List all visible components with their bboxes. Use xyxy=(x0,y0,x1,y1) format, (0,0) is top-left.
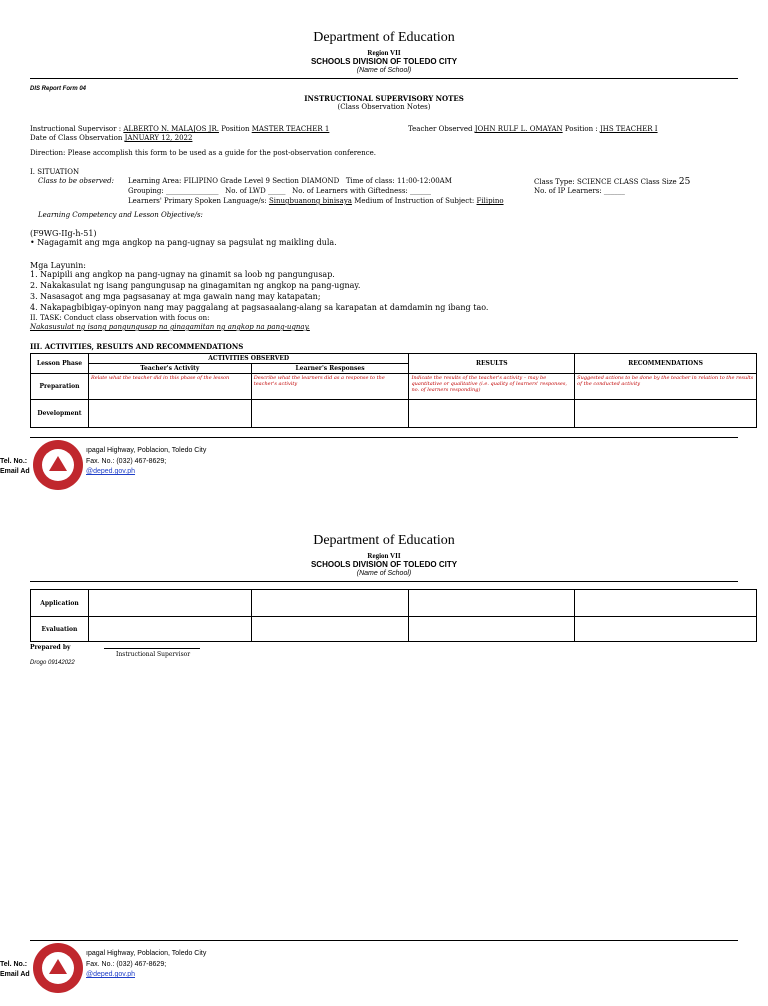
time-value: 11:00-12:00AM xyxy=(396,177,452,185)
teacher-cell[interactable] xyxy=(88,400,251,428)
spoken-label: Learners' Primary Spoken Language/s: xyxy=(128,197,267,205)
learning-area-label: Learning Area: xyxy=(128,177,182,185)
footer-email-label: Email Ad xyxy=(0,468,30,475)
footer-fax-page2: Fax. No.: (032) 467-8629; xyxy=(86,961,167,968)
competency-text: • Nagagamit ang mga angkop na pang-ugnay sa pagsulat ng maikling dula. xyxy=(30,238,337,247)
phase-cell: Development xyxy=(31,400,89,428)
col-phase: Lesson Phase xyxy=(31,354,89,374)
grade-level-label: Grade Level xyxy=(220,177,264,185)
table-row xyxy=(31,374,757,400)
teacher-position-label: Position : xyxy=(564,125,598,133)
teacher-cell[interactable] xyxy=(88,590,251,617)
lwd-value: _____ xyxy=(267,187,286,195)
situation-heading: I. SITUATION xyxy=(30,168,80,176)
lwd-label: No. of LWD xyxy=(225,187,266,195)
direction-text: Direction: Please accomplish this form to be used as a guide for the post-observation conference. xyxy=(30,149,376,157)
objective-4: 4. Nakapagbibigay-opinyon nang may paggalang at pagsasaalang-alang sa karapatan at damdamin ng ibang tao. xyxy=(30,303,489,312)
task-heading: II. TASK: Conduct class observation with focus on: xyxy=(30,314,210,322)
col-recommendations: RECOMMENDATIONS xyxy=(575,354,757,374)
header-rule xyxy=(30,78,738,79)
spoken-value: Sinugbuanong binisaya xyxy=(268,197,352,205)
phase-cell: Evaluation xyxy=(31,617,89,642)
teacher-position-value: JHS TEACHER I xyxy=(599,125,658,133)
supervisor-value: ALBERTO N. MALAJOS JR. xyxy=(123,125,219,133)
header-school-page2: (Name of School) xyxy=(356,570,412,577)
grouping-value: _______________ xyxy=(165,187,219,195)
footer-email-link-page2[interactable]: @deped.gov.ph xyxy=(86,971,136,978)
observation-table-page2 xyxy=(30,589,757,642)
supervisor-label: Instructional Supervisor : xyxy=(30,125,122,133)
grade-level-value: 9 xyxy=(265,177,270,185)
medium-value: Filipino xyxy=(476,197,504,205)
recommendations-cell[interactable] xyxy=(575,617,757,642)
phase-cell: Application xyxy=(31,590,89,617)
observation-table xyxy=(30,353,757,428)
footer-email-link[interactable]: @deped.gov.ph xyxy=(86,468,136,475)
position-value: MASTER TEACHER 1 xyxy=(251,125,330,133)
footer-rule xyxy=(30,437,738,438)
supervisor-caption: Instructional Supervisor xyxy=(116,651,191,658)
date-label: Date of Class Observation xyxy=(30,134,123,142)
class-type-label: Class Type: xyxy=(534,178,575,186)
results-cell[interactable] xyxy=(409,617,575,642)
prepared-by-label: Prepared by xyxy=(30,644,71,651)
footer-address-page2: ıpagal Highway, Poblacion, Toledo City xyxy=(86,950,207,957)
header-title: Department of Education xyxy=(313,30,455,45)
teacher-line xyxy=(408,125,658,133)
deped-seal-icon xyxy=(33,943,83,993)
learner-cell[interactable] xyxy=(251,590,409,617)
objective-2: 2. Nakakasulat ng isang pangungusap na ginagamitan ng angkop na pang-ugnay. xyxy=(30,281,361,290)
giftedness-label: No. of Learners with Giftedness: xyxy=(292,187,408,195)
language-line xyxy=(128,197,504,205)
form-code: DIS Report Form 04 xyxy=(30,86,87,92)
form-subtitle: (Class Observation Notes) xyxy=(337,103,431,111)
results-cell[interactable]: Indicate the results of the teacher's activity – may be quantitative or qualitative (i.e. quality of learners' responses, no. of learners responding) xyxy=(409,374,575,400)
competency-code: (F9WG-IIg-h-51) xyxy=(30,229,97,238)
recommendations-cell[interactable] xyxy=(575,590,757,617)
col-activities: ACTIVITIES OBSERVED xyxy=(88,354,408,364)
grouping-label: Grouping: xyxy=(128,187,164,195)
date-line xyxy=(30,134,192,142)
ip-value: ______ xyxy=(603,187,625,195)
section-label: Section xyxy=(272,177,299,185)
header-division-page2: SCHOOLS DIVISION OF TOLEDO CITY xyxy=(310,560,458,569)
results-cell[interactable] xyxy=(409,400,575,428)
form-title: INSTRUCTIONAL SUPERVISORY NOTES xyxy=(304,94,464,103)
footer-rule-page2 xyxy=(30,940,738,941)
objective-1: 1. Napipili ang angkop na pang-ugnay na ginamit sa loob ng pangungusap. xyxy=(30,270,335,279)
signature-line xyxy=(104,648,200,649)
col-results: RESULTS xyxy=(409,354,575,374)
grouping-line xyxy=(128,187,431,195)
footer-address: ıpagal Highway, Poblacion, Toledo City xyxy=(86,447,207,454)
recommendations-cell[interactable] xyxy=(575,400,757,428)
header-division: SCHOOLS DIVISION OF TOLEDO CITY xyxy=(310,57,458,66)
table-row xyxy=(31,400,757,428)
footer-tel-label-page2: Tel. No.: xyxy=(0,961,28,968)
learner-cell[interactable]: Describe what the learners did as a response to the teacher's activity xyxy=(251,374,409,400)
form-date: Drogo 09142022 xyxy=(30,660,75,666)
footer-tel-label: Tel. No.: xyxy=(0,458,28,465)
activities-heading: III. ACTIVITIES, RESULTS AND RECOMMENDATIONS xyxy=(30,342,244,351)
class-type-line xyxy=(534,177,690,187)
class-info-line xyxy=(128,177,452,185)
competency-label: Learning Competency and Lesson Objective/s: xyxy=(38,211,203,219)
col-learner: Learner's Responses xyxy=(251,364,409,374)
section-value: DIAMOND xyxy=(301,177,340,185)
header-school: (Name of School) xyxy=(356,67,412,74)
date-value: JANUARY 12, 2022 xyxy=(124,134,193,142)
class-observed-label: Class to be observed: xyxy=(38,177,114,185)
teacher-label: Teacher Observed xyxy=(408,125,473,133)
footer-email-label-page2: Email Ad xyxy=(0,971,30,978)
header-region: Region VII xyxy=(367,49,401,57)
learning-area-value: FILIPINO xyxy=(183,177,218,185)
medium-label: Medium of Instruction of Subject: xyxy=(354,197,475,205)
objective-3: 3. Nasasagot ang mga pagsasanay at mga gawain nang may katapatan; xyxy=(30,292,321,301)
position-label: Position xyxy=(221,125,250,133)
ip-line xyxy=(534,187,625,195)
learner-cell[interactable] xyxy=(251,617,409,642)
task-focus: Nakasusulat ng isang pangungusap na ginagamitan ng angkop na pang-ugnay. xyxy=(30,323,310,331)
teacher-value: JOHN RULF L. OMAYAN xyxy=(474,125,563,133)
footer-fax: Fax. No.: (032) 467-8629; xyxy=(86,458,167,465)
giftedness-value: ______ xyxy=(410,187,432,195)
class-size-label: Class Size xyxy=(640,178,677,186)
objectives-label: Mga Layunin: xyxy=(30,261,86,270)
class-size-value: 25 xyxy=(678,177,691,187)
table-row xyxy=(31,590,757,617)
deped-seal-icon xyxy=(33,440,83,490)
recommendations-cell[interactable]: Suggested actions to be done by the teacher in relation to the results of the conducted activity xyxy=(575,374,757,400)
header-title-page2: Department of Education xyxy=(313,533,455,548)
learner-cell[interactable] xyxy=(251,400,409,428)
header-region-page2: Region VII xyxy=(367,552,401,560)
header-rule-page2 xyxy=(30,581,738,582)
time-label: Time of class: xyxy=(345,177,395,185)
teacher-cell[interactable]: Relate what the teacher did in this phase of the lesson xyxy=(88,374,251,400)
phase-cell: Preparation xyxy=(31,374,89,400)
ip-label: No. of IP Learners: xyxy=(534,187,602,195)
results-cell[interactable] xyxy=(409,590,575,617)
supervisor-line xyxy=(30,125,329,133)
teacher-cell[interactable] xyxy=(88,617,251,642)
col-teacher: Teacher's Activity xyxy=(88,364,251,374)
table-row xyxy=(31,617,757,642)
class-type-value: SCIENCE CLASS xyxy=(577,178,639,186)
